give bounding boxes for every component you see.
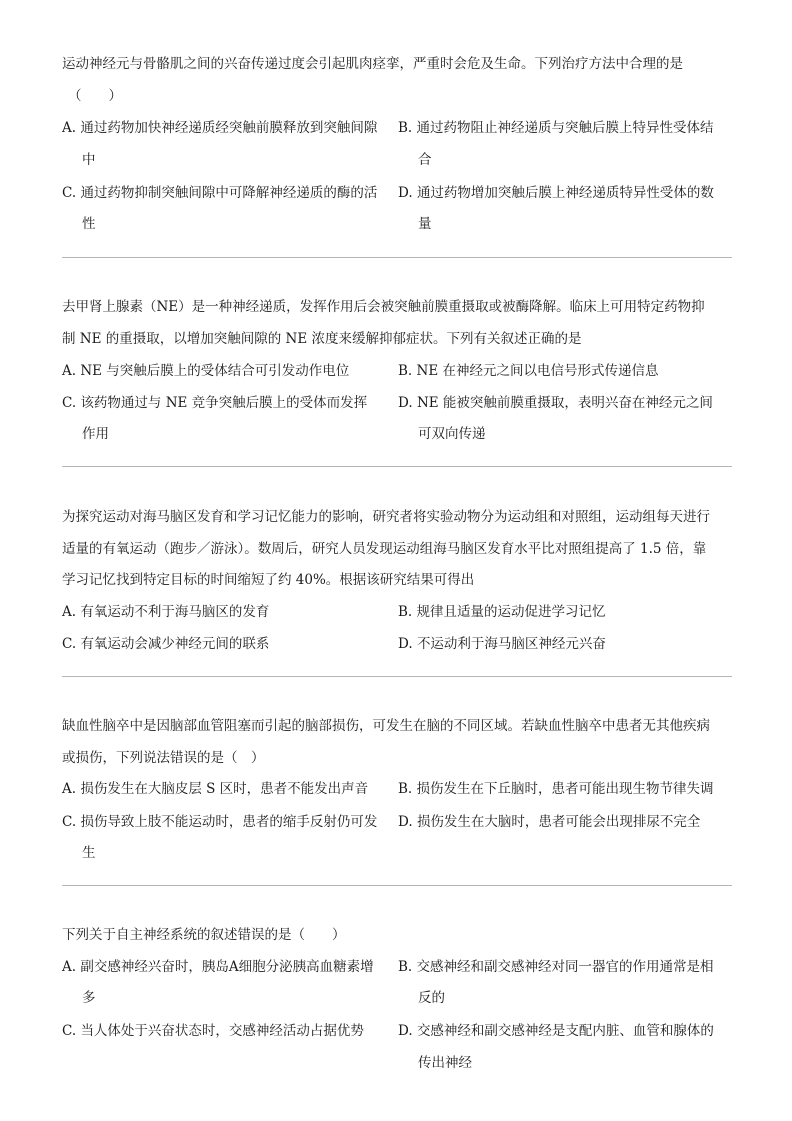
option-letter: C. (62, 185, 77, 201)
option-text: 损伤发生在大脑时，患者可能会出现排尿不完全 (416, 814, 701, 830)
option-text: 通过药物加快神经递质经突触前膜释放到突触间隙 (80, 120, 378, 136)
option-b[interactable] (398, 779, 714, 799)
option-text: 通过药物增加突触后膜上神经递质特异性受体的数 (416, 185, 714, 201)
option-letter: B. (398, 959, 413, 975)
option-letter: A. (62, 959, 77, 975)
question-stem-line: 适量的有氧运动（跑步／游泳）。数周后，研究人员发现运动组海马脑区发育水平比对照组提高了 1.5 倍，靠 (62, 541, 707, 557)
question-stem-line: 学习记忆找到特定目标的时间缩短了约 40%。根据该研究结果可得出 (62, 572, 475, 588)
option-b[interactable] (398, 361, 658, 381)
option-text: 损伤导致上肢不能运动时，患者的缩手反射仍可发 (80, 814, 378, 830)
option-text: 不运动利于海马脑区神经元兴奋 (416, 636, 606, 652)
question-stem-line: 缺血性脑卒中是因脑部血管阻塞而引起的脑部损伤，可发生在脑的不同区域。若缺血性脑卒中患者无其他疾病 (62, 718, 710, 734)
option-letter: D. (398, 814, 413, 830)
option-text-continued: 中 (82, 152, 96, 168)
option-text: NE 在神经元之间以电信号形式传递信息 (416, 363, 659, 379)
option-letter: B. (398, 363, 413, 379)
option-a[interactable] (62, 602, 269, 622)
option-text: 损伤发生在下丘脑时，患者可能出现生物节律失调 (416, 781, 714, 797)
option-text-continued: 多 (82, 990, 96, 1006)
question-stem-line: 为探究运动对海马脑区发育和学习记忆能力的影响，研究者将实验动物分为运动组和对照组，运动组每天进行 (62, 509, 710, 525)
option-a[interactable] (62, 118, 377, 138)
option-text: 交感神经和副交感神经对同一器官的作用通常是相 (416, 959, 714, 975)
option-letter: A. (62, 604, 77, 620)
question-stem-line: 或损伤，下列说法错误的是（ ） (62, 750, 265, 766)
option-letter: C. (62, 814, 77, 830)
option-text: 该药物通过与 NE 竞争突触后膜上的受体而发挥 (80, 395, 368, 411)
option-c[interactable] (62, 634, 269, 654)
answer-bracket: （ ） (68, 88, 122, 104)
option-text-continued: 性 (82, 216, 96, 232)
option-text: NE 能被突触前膜重摄取，表明兴奋在神经元之间 (416, 395, 713, 411)
option-text: 损伤发生在大脑皮层 S 区时，患者不能发出声音 (80, 781, 369, 797)
option-letter: C. (62, 636, 77, 652)
option-letter: D. (398, 1023, 413, 1039)
option-text: NE 与突触后膜上的受体结合可引发动作电位 (80, 363, 350, 379)
option-letter: A. (62, 781, 77, 797)
option-letter: B. (398, 604, 413, 620)
question-divider (62, 257, 732, 258)
option-text-continued: 可双向传递 (418, 426, 486, 442)
question-divider (62, 885, 732, 886)
option-b[interactable] (398, 602, 606, 622)
option-text: 副交感神经兴奋时，胰岛A细胞分泌胰高血糖素增 (80, 959, 374, 975)
option-text: 交感神经和副交感神经是支配内脏、血管和腺体的 (416, 1023, 714, 1039)
question-stem-line: 制 NE 的重摄取，以增加突触间隙的 NE 浓度来缓解抑郁症状。下列有关叙述正确的是 (62, 331, 582, 347)
option-letter: A. (62, 363, 77, 379)
option-a[interactable] (62, 361, 349, 381)
option-text-continued: 生 (82, 845, 96, 861)
option-d[interactable] (398, 183, 714, 203)
option-text-continued: 量 (418, 216, 432, 232)
option-text: 当人体处于兴奋状态时，交感神经活动占据优势 (80, 1023, 364, 1039)
option-text: 通过药物阻止神经递质与突触后膜上特异性受体结 (416, 120, 714, 136)
option-letter: C. (62, 395, 77, 411)
option-text-continued: 作用 (82, 426, 109, 442)
option-a[interactable] (62, 957, 374, 977)
option-c[interactable] (62, 183, 377, 203)
option-letter: C. (62, 1023, 77, 1039)
option-text-continued: 传出神经 (418, 1055, 472, 1071)
option-a[interactable] (62, 779, 368, 799)
question-stem-line: 去甲肾上腺素（NE）是一种神经递质，发挥作用后会被突触前膜重摄取或被酶降解。临床上可用特定药物抑 (62, 299, 705, 315)
option-letter: B. (398, 781, 413, 797)
option-letter: B. (398, 120, 413, 136)
option-letter: D. (398, 395, 413, 411)
option-c[interactable] (62, 393, 367, 413)
option-c[interactable] (62, 812, 377, 832)
option-b[interactable] (398, 118, 714, 138)
option-letter: D. (398, 185, 413, 201)
option-d[interactable] (398, 634, 606, 654)
option-text-continued: 合 (418, 152, 432, 168)
option-letter: A. (62, 120, 77, 136)
option-d[interactable] (398, 812, 700, 832)
option-c[interactable] (62, 1021, 364, 1041)
option-text-continued: 反的 (418, 990, 445, 1006)
option-d[interactable] (398, 393, 713, 413)
question-stem-line: 下列关于自主神经系统的叙述错误的是（ ） (62, 927, 346, 943)
option-text: 有氧运动会减少神经元间的联系 (80, 636, 270, 652)
option-text: 规律且适量的运动促进学习记忆 (416, 604, 606, 620)
question-divider (62, 676, 732, 677)
question-divider (62, 466, 732, 467)
question-stem-line: 运动神经元与骨骼肌之间的兴奋传递过度会引起肌肉痉挛，严重时会危及生命。下列治疗方法中合理的是 (62, 56, 683, 72)
option-letter: D. (398, 636, 413, 652)
option-text: 有氧运动不利于海马脑区的发育 (80, 604, 270, 620)
option-b[interactable] (398, 957, 714, 977)
option-text: 通过药物抑制突触间隙中可降解神经递质的酶的活 (80, 185, 378, 201)
option-d[interactable] (398, 1021, 714, 1041)
